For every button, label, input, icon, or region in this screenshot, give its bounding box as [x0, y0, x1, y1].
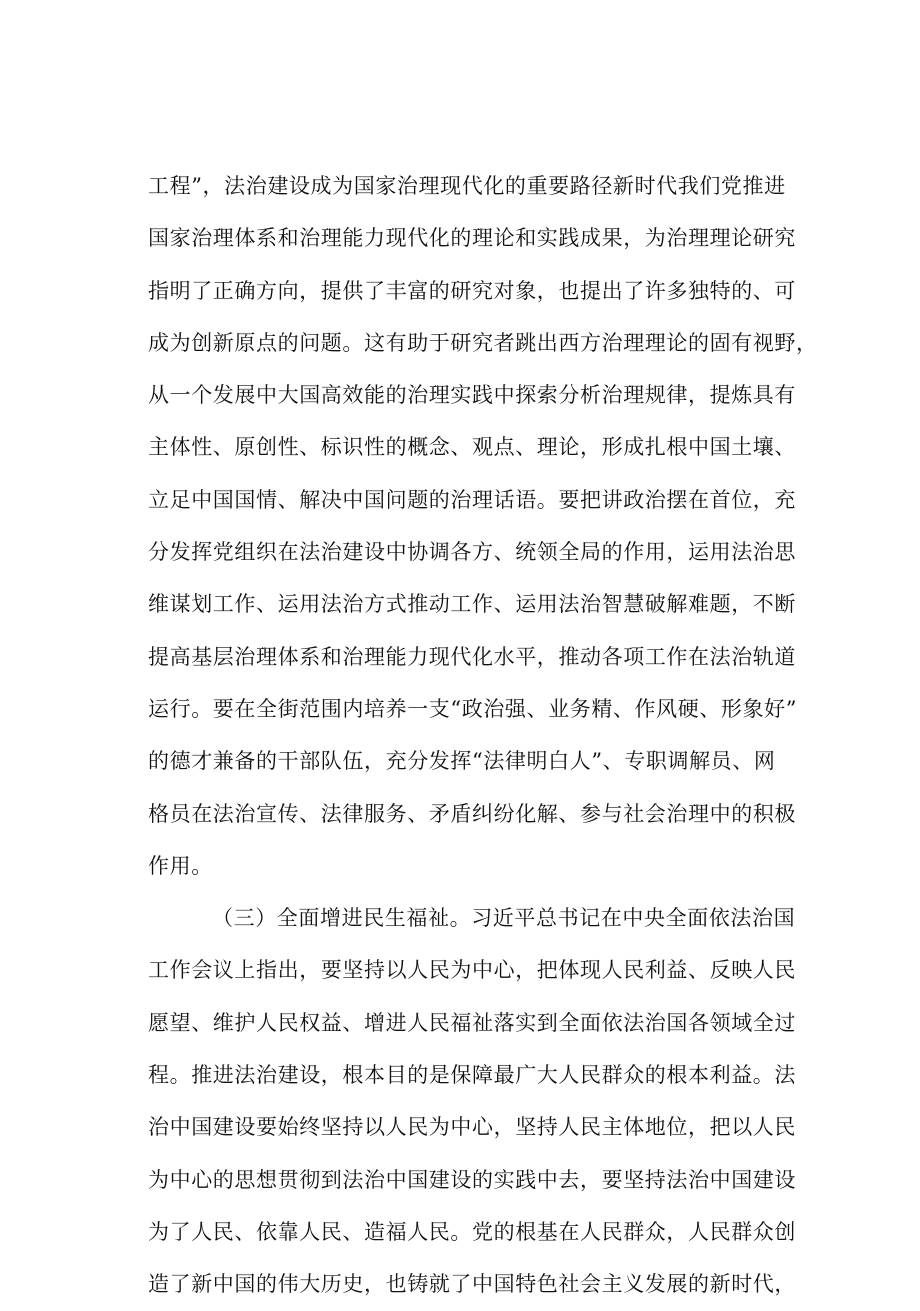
- text-line: 立足中国国情、解决中国问题的治理话语。要把讲政治摆在首位，充: [148, 487, 796, 512]
- text-line: 治中国建设要始终坚持以人民为中心，坚持人民主体地位，把以人民: [148, 1115, 796, 1140]
- text-line: 提高基层治理体系和治理能力现代化水平，推动各项工作在法治轨道: [148, 644, 796, 669]
- text-line: 工程”，法治建设成为国家治理现代化的重要路径新时代我们党推进: [148, 174, 786, 198]
- text-line: 作用。: [148, 853, 213, 878]
- text-line: 格员在法治宣传、法律服务、矛盾纠纷化解、参与社会治理中的积极: [148, 801, 796, 826]
- text-line: 指明了正确方向，提供了丰富的研究对象，也提出了许多独特的、可: [148, 278, 796, 303]
- text-line: 主体性、原创性、标识性的概念、观点、理论，形成扎根中国土壤、: [148, 435, 796, 460]
- body-text: [148, 160, 818, 1311]
- text-line: 国家治理体系和治理能力现代化的理论和实践成果，为治理理论研究: [148, 226, 796, 251]
- text-line: 为了人民、依靠人民、造福人民。党的根基在人民群众，人民群众创: [148, 1219, 796, 1244]
- text-line: 为中心的思想贯彻到法治中国建设的实践中去，要坚持法治中国建设: [148, 1167, 796, 1192]
- text-line: 成为创新原点的问题。这有助于研究者跳出西方治理理论的固有视野，: [148, 330, 818, 355]
- text-line: 分发挥党组织在法治建设中协调各方、统领全局的作用，运用法治思: [148, 540, 796, 565]
- text-line: 愿望、维护人民权益、增进人民福祉落实到全面依法治国各领域全过: [148, 1010, 796, 1035]
- text-line: 工作会议上指出，要坚持以人民为中心，把体现人民利益、反映人民: [148, 958, 796, 983]
- text-line: 维谋划工作、运用法治方式推动工作、运用法治智慧破解难题，不断: [148, 592, 796, 617]
- text-line: 程。推进法治建设，根本目的是保障最广大人民群众的根本利益。法: [148, 1063, 796, 1088]
- section-heading-line: （三）全面增进民生福祉。习近平总书记在中央全面依法治国: [212, 906, 796, 931]
- text-line: 运行。要在全街范围内培养一支“政治强、业务精、作风硬、形象好”: [148, 696, 798, 721]
- text-line: 从一个发展中大国高效能的治理实践中探索分析治理规律，提炼具有: [148, 383, 796, 408]
- text-line: 的德才兼备的干部队伍，充分发挥“法律明白人”、专职调解员、网: [148, 749, 776, 774]
- text-line: 造了新中国的伟大历史，也铸就了中国特色社会主义发展的新时代，: [148, 1272, 796, 1297]
